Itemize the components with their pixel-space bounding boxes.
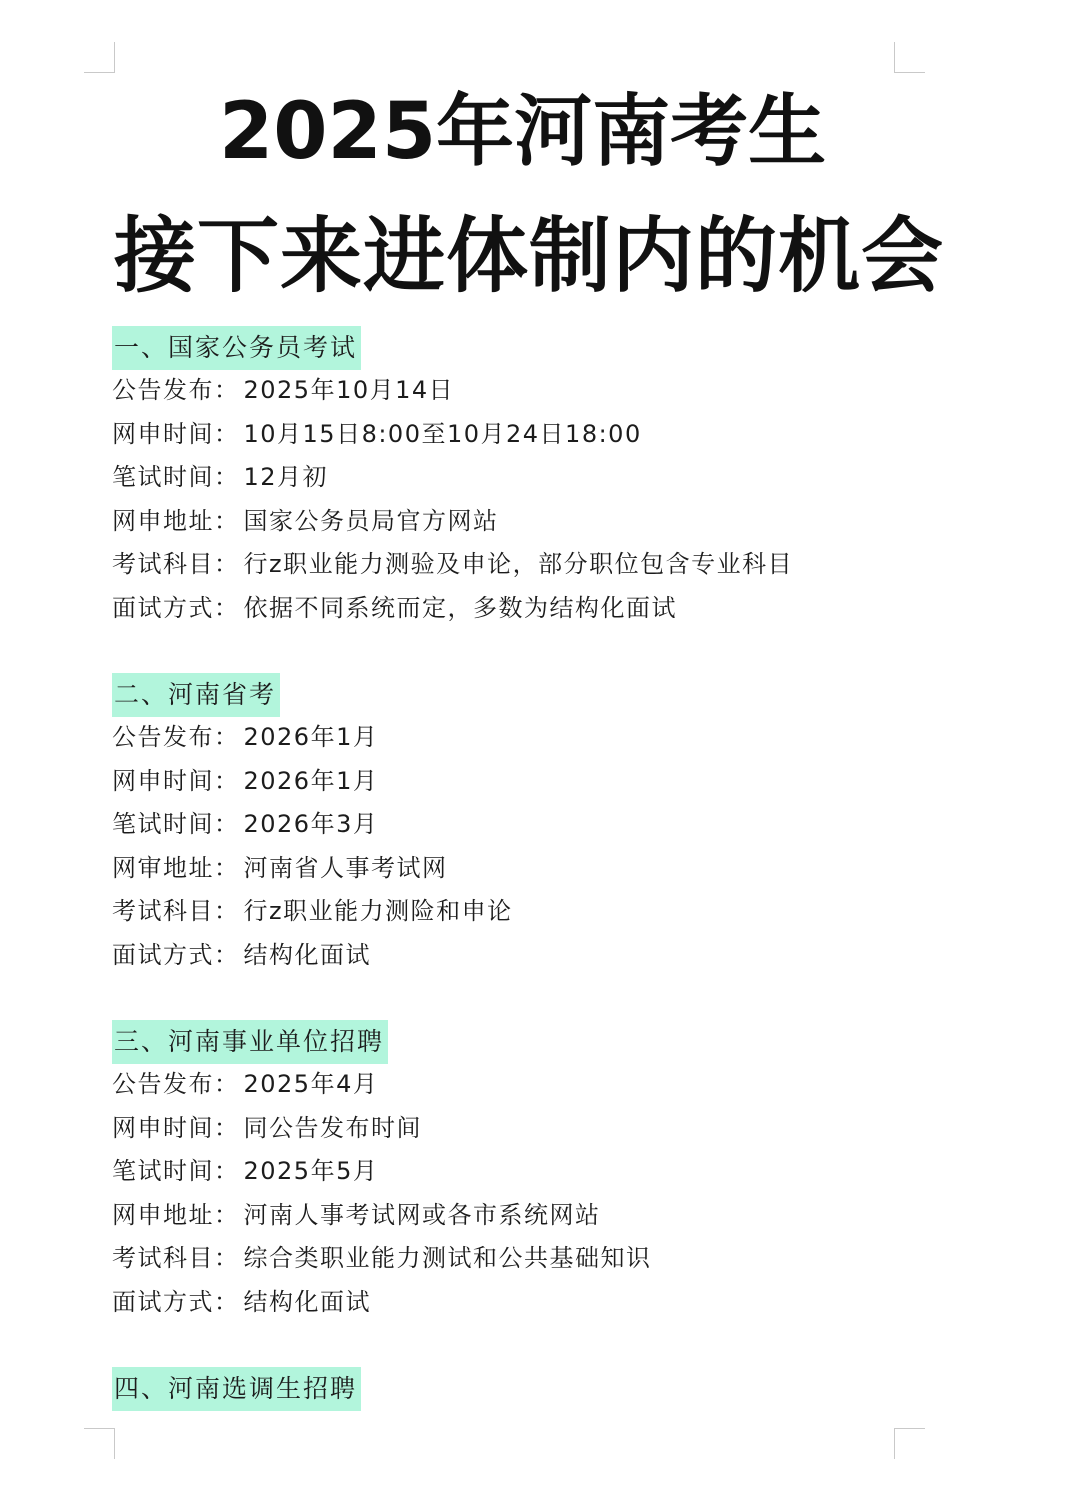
row-label: 网申地址：	[112, 506, 240, 535]
row-label: 网申地址：	[112, 1200, 240, 1229]
row-label: 网申时间：	[112, 766, 240, 795]
crop-mark-top-left	[84, 42, 115, 73]
row-value: 2026年1月	[243, 766, 379, 795]
info-row	[112, 847, 972, 891]
info-row	[112, 587, 972, 631]
crop-mark-top-right	[894, 42, 925, 73]
row-label: 面试方式：	[112, 940, 240, 969]
row-label: 网申时间：	[112, 419, 240, 448]
row-value: 2025年10月14日	[243, 376, 455, 404]
page-title-line-1: 2025年河南考生	[219, 87, 827, 177]
row-label: 笔试时间：	[112, 810, 240, 839]
info-row	[112, 1107, 972, 1151]
row-value: 2026年3月	[243, 810, 379, 839]
info-row	[112, 413, 972, 457]
row-value: 结构化面试	[243, 940, 371, 969]
row-value: 12月初	[243, 463, 329, 492]
row-label: 考试科目：	[112, 897, 240, 926]
info-row	[112, 543, 972, 587]
row-label: 网审地址：	[112, 853, 240, 882]
row-value: 结构化面试	[243, 1287, 371, 1316]
row-value: 行z职业能力测验及申论，部分职位包含专业科目	[243, 550, 794, 579]
section-henan-provincial-exam	[112, 673, 972, 978]
info-row	[112, 803, 972, 847]
row-value: 行z职业能力测险和申论	[243, 897, 513, 926]
section-national-civil-service	[112, 326, 972, 631]
row-label: 公告发布：	[112, 723, 240, 751]
info-row	[112, 890, 972, 934]
row-label: 笔试时间：	[112, 463, 240, 492]
info-row	[112, 716, 972, 760]
info-row	[112, 456, 972, 500]
section-henan-public-institutions	[112, 1020, 972, 1325]
row-label: 公告发布：	[112, 376, 240, 404]
row-label: 面试方式：	[112, 593, 240, 622]
row-value: 河南人事考试网或各市系统网站	[243, 1200, 601, 1229]
info-row	[112, 760, 972, 804]
row-value: 依据不同系统而定，多数为结构化面试	[243, 593, 677, 622]
page-title-line-2: 接下来进体制内的机会	[114, 209, 945, 304]
section-heading: 三、河南事业单位招聘	[112, 1020, 388, 1064]
row-label: 网申时间：	[112, 1113, 240, 1142]
crop-mark-bottom-right	[894, 1428, 925, 1459]
section-heading: 一、国家公务员考试	[112, 326, 361, 370]
section-heading: 二、河南省考	[112, 673, 280, 717]
row-label: 考试科目：	[112, 550, 240, 579]
row-value: 同公告发布时间	[243, 1113, 422, 1142]
section-henan-selected-graduates	[112, 1367, 972, 1411]
row-label: 公告发布：	[112, 1070, 240, 1098]
info-row	[112, 500, 972, 544]
row-value: 国家公务员局官方网站	[243, 506, 499, 535]
row-value: 10月15日8:00至10月24日18:00	[243, 419, 642, 448]
row-value: 2026年1月	[243, 723, 379, 751]
row-value: 河南省人事考试网	[243, 853, 448, 882]
info-row	[112, 1150, 972, 1194]
info-row	[112, 934, 972, 978]
info-row	[112, 1063, 972, 1107]
info-row	[112, 1194, 972, 1238]
row-label: 面试方式：	[112, 1287, 240, 1316]
row-value: 2025年4月	[243, 1070, 379, 1098]
section-heading: 四、河南选调生招聘	[112, 1367, 361, 1411]
row-label: 考试科目：	[112, 1244, 240, 1273]
row-value: 综合类职业能力测试和公共基础知识	[243, 1244, 652, 1273]
info-row	[112, 1237, 972, 1281]
info-row	[112, 369, 972, 413]
crop-mark-bottom-left	[84, 1428, 115, 1459]
info-row	[112, 1281, 972, 1325]
row-value: 2025年5月	[243, 1157, 379, 1186]
row-label: 笔试时间：	[112, 1157, 240, 1186]
